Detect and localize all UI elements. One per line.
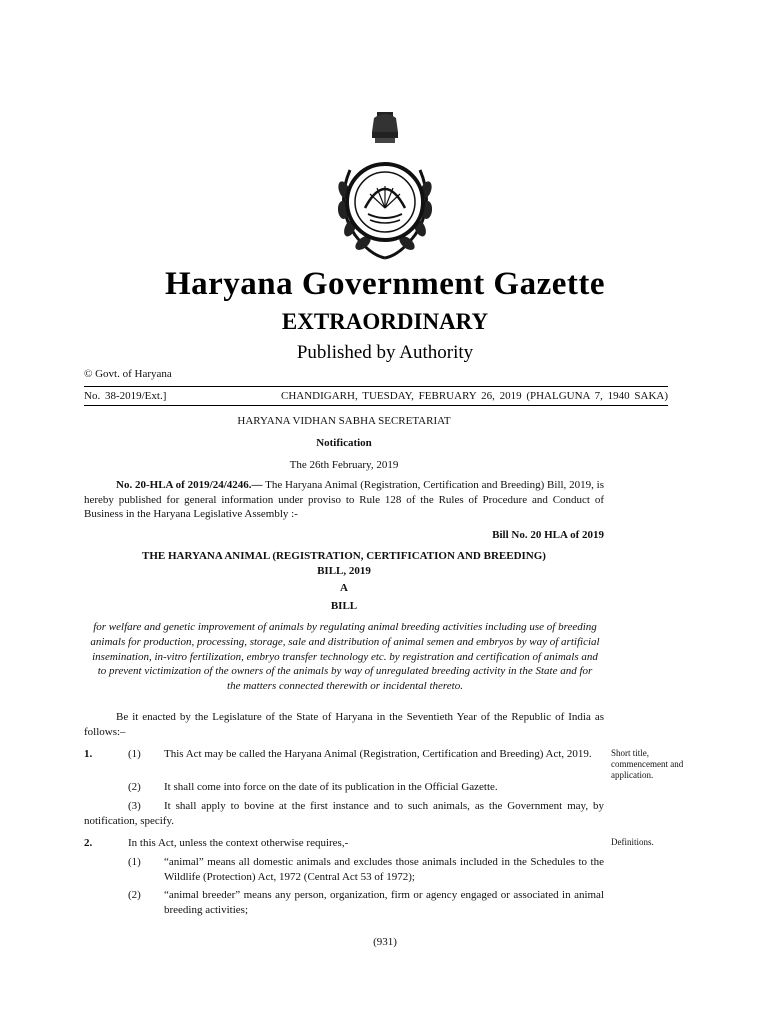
subsection-text: It shall apply to bovine at the first instance and to such animals, as the Government may, by notification, specify. xyxy=(84,800,604,827)
subsection-number: (1) xyxy=(128,748,141,760)
notification-body: The Haryana Animal (Registration, Certification and Breeding) Bill, 2019, is hereby published for general information under proviso to Rule 128 of the Rules of Procedure and Conduct of Business in the Haryana Legislative Assembly :- xyxy=(84,479,604,520)
bill-purpose: for welfare and genetic improvement of animals by regulating animal breeding activities including use of breeding animals for production, processing, storage, sale and distribution of animal semen and embryos by way of artificial insemination, in-vitro fertilization, embryo transfer technology etc. by registration and certification of animals and to prevent victimization of the owners of the animals by way of unregulated breeding activity in the State and for the matters connected therewith or incidental thereto. xyxy=(90,621,600,693)
section-1-sub-1 xyxy=(84,747,604,762)
issue-number: No. 38-2019/Ext.] xyxy=(84,390,167,402)
subsection-number: (1) xyxy=(128,856,141,868)
secretariat-heading: HARYANA VIDHAN SABHA SECRETARIAT xyxy=(237,415,451,427)
published-by-authority: Published by Authority xyxy=(296,342,474,363)
copyright-notice: © Govt. of Haryana xyxy=(84,368,172,380)
section-intro-text: In this Act, unless the context otherwise requires,- xyxy=(128,837,349,849)
bill-word: BILL xyxy=(330,600,358,612)
notification-date: The 26th February, 2019 xyxy=(289,459,399,471)
issue-date: CHANDIGARH, TUESDAY, FEBRUARY 26, 2019 (PHALGUNA 7, 1940 SAKA) xyxy=(281,390,668,402)
bill-title-line1: THE HARYANA ANIMAL (REGISTRATION, CERTIFICATION AND BREEDING) xyxy=(142,550,546,562)
margin-note-definitions: Definitions. xyxy=(611,837,654,847)
subsection-number: (2) xyxy=(128,781,141,793)
bill-title-line2: BILL, 2019 xyxy=(317,565,371,577)
enacting-clause: Be it enacted by the Legislature of the State of Haryana in the Seventieth Year of the Republic of India as follows:– xyxy=(84,711,604,738)
notification-heading: Notification xyxy=(316,437,372,449)
subsection-text: “animal breeder” means any person, organization, firm or agency engaged or associated in animal breeding activities; xyxy=(164,889,604,916)
section-number: 2. xyxy=(84,837,93,849)
subsection-text: This Act may be called the Haryana Animal (Registration, Certification and Breeding) Act, 2019. xyxy=(164,748,592,760)
subsection-number: (3) xyxy=(128,800,141,812)
bill-number: Bill No. 20 HLA of 2019 xyxy=(492,529,604,541)
page-number: (931) xyxy=(373,936,397,948)
subsection-text: “animal” means all domestic animals and excludes those animals included in the Schedules to the Wildlife (Protection) Act, 1972 (Central Act 53 of 1972); xyxy=(164,856,604,883)
subsection-number: (2) xyxy=(128,889,141,901)
issue-line xyxy=(84,386,668,406)
notification-number: No. 20-HLA of 2019/24/4246.— xyxy=(116,479,263,491)
bill-a: A xyxy=(340,582,348,594)
gazette-masthead: Haryana Government Gazette xyxy=(164,266,606,302)
margin-note-short-title: Short title, commencement and application. xyxy=(611,748,684,780)
haryana-state-emblem-icon xyxy=(330,110,440,270)
section-1-sub-3 xyxy=(84,799,604,828)
extraordinary-heading: EXTRAORDINARY xyxy=(281,309,489,334)
section-number: 1. xyxy=(84,748,93,760)
subsection-text: It shall come into force on the date of its publication in the Official Gazette. xyxy=(164,781,498,793)
notification-text xyxy=(84,478,604,522)
